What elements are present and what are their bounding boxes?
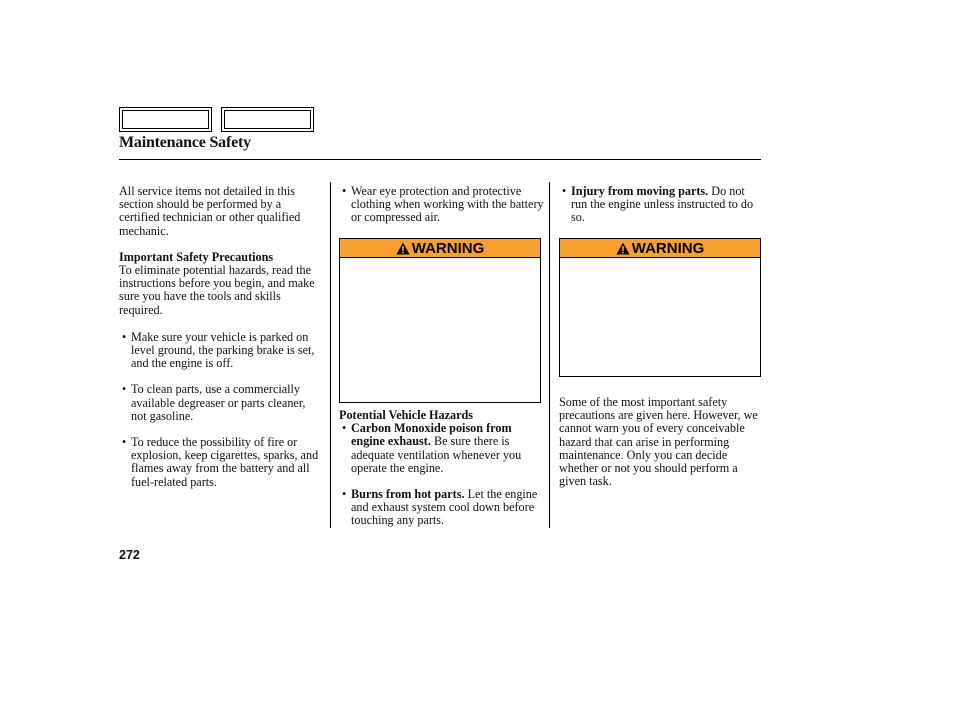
- intro-paragraph: All service items not detailed in this section should be performed by a certified technician or other qualified mechanic.: [119, 184, 301, 238]
- section-heading: Important Safety Precautions: [119, 249, 274, 264]
- hazard-text: Be sure there is adequate ventilation whenever you operate the engine.: [351, 434, 522, 475]
- list-item: • Make sure your vehicle is parked on level ground, the parking brake is set, and the engine is off.: [119, 331, 324, 371]
- column-2-lower: [339, 409, 544, 528]
- hazard-text: Do not run the engine unless instructed to do so.: [571, 184, 754, 225]
- page-title: Maintenance Safety: [119, 134, 251, 151]
- warning-header: [560, 239, 760, 258]
- body-paragraph: To eliminate potential hazards, read the instructions before you begin, and make sure you have the tools and skills required.: [119, 263, 315, 317]
- column-divider-2: [549, 182, 550, 528]
- body-paragraph: Some of the most important safety precautions are given here. However, we cannot warn you of every conceivable hazard that can arise in performing maintenance. Only you can decide whether or not you should perform a given task.: [559, 395, 758, 489]
- section-nav-tab-2[interactable]: [221, 107, 314, 132]
- list-item: [339, 488, 544, 528]
- page-number: 272: [119, 548, 140, 562]
- list-item: [339, 422, 544, 475]
- warning-triangle-icon: [396, 242, 410, 255]
- list-item: [559, 185, 759, 225]
- hazard-title: Injury from moving parts.: [571, 184, 709, 198]
- column-divider-1: [330, 182, 331, 528]
- section-nav-tab-1[interactable]: [119, 107, 212, 132]
- hazard-title: Burns from hot parts.: [351, 487, 465, 502]
- section-heading: Potential Vehicle Hazards: [339, 408, 474, 422]
- column-3-lower: [559, 396, 764, 488]
- warning-box-1: [339, 238, 541, 403]
- column-3: [559, 185, 759, 225]
- warning-header: [340, 239, 540, 258]
- column-1: [119, 185, 324, 489]
- hazard-text: Let the engine and exhaust system cool down before touching any parts.: [351, 487, 538, 528]
- title-divider: [119, 159, 761, 160]
- warning-box-2: [559, 238, 761, 377]
- column-2: [339, 185, 544, 225]
- list-item: • Wear eye protection and protective clothing when working with the battery or compressed air.: [339, 185, 544, 225]
- list-item: • To reduce the possibility of fire or explosion, keep cigarettes, sparks, and flames away from the battery and all fuel-related parts.: [119, 436, 324, 489]
- warning-triangle-icon: [616, 242, 630, 255]
- hazard-title: Carbon Monoxide poison from engine exhaust.: [351, 421, 512, 449]
- warning-label: WARNING: [411, 239, 485, 257]
- warning-label: WARNING: [631, 239, 705, 257]
- list-item: • To clean parts, use a commercially available degreaser or parts cleaner, not gasoline.: [119, 383, 324, 423]
